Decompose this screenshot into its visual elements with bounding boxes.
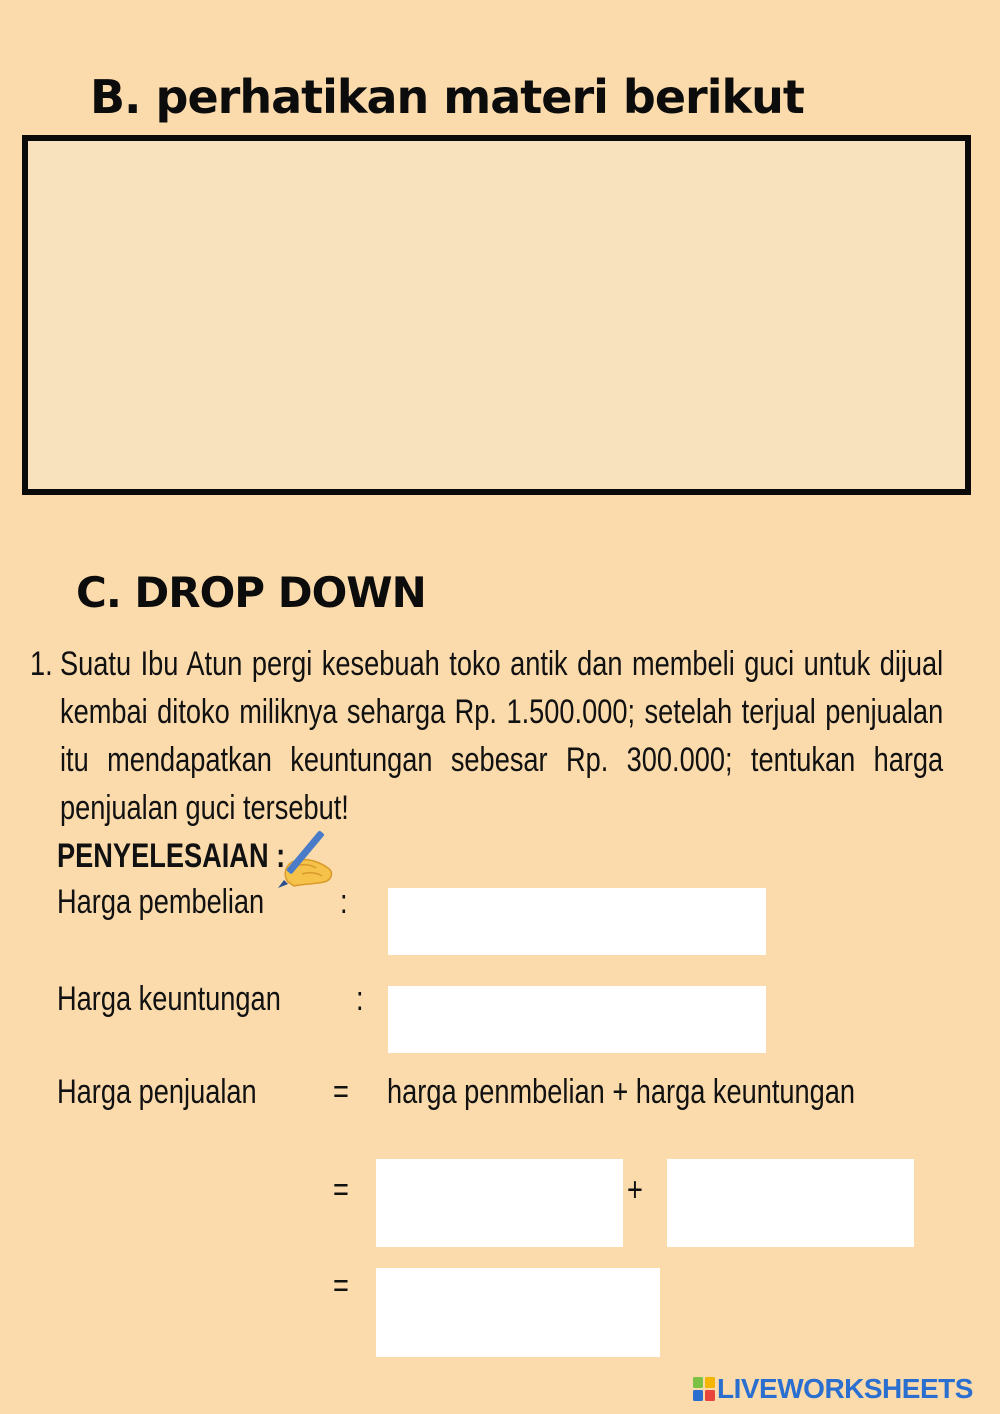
colon: : — [340, 883, 348, 921]
colon: : — [356, 980, 364, 1018]
section-c-title: C. DROP DOWN — [76, 568, 426, 617]
selling-price-result-input[interactable] — [376, 1268, 660, 1357]
formula-text: harga penmbelian + harga keuntungan — [387, 1073, 856, 1111]
label-harga-pembelian: Harga pembelian — [57, 883, 265, 921]
brand-name: LIVEWORKSHEETS — [717, 1373, 973, 1404]
label-harga-keuntungan: Harga keuntungan — [57, 980, 281, 1018]
material-content-box — [22, 135, 971, 495]
label-harga-penjualan: Harga penjualan — [57, 1073, 257, 1111]
harga-pembelian-input[interactable] — [388, 888, 766, 955]
profit-input[interactable] — [667, 1159, 914, 1247]
harga-keuntungan-input[interactable] — [388, 986, 766, 1053]
liveworksheets-logo-icon — [693, 1377, 715, 1401]
question-text: Suatu Ibu Atun pergi kesebuah toko antik dan membeli guci untuk dijual kembai ditoko miliknya seharga Rp. 1.500.000; setelah terjual penjualan itu mendapatkan keuntungan sebesar Rp. 300.000; tentukan harga penjualan guci tersebut! — [60, 645, 944, 827]
liveworksheets-brand — [693, 1372, 973, 1406]
equals-sign: = — [333, 1171, 349, 1209]
equals-sign: = — [333, 1267, 349, 1305]
equals-sign: = — [333, 1073, 349, 1111]
solution-label: PENYELESAIAN : — [57, 837, 286, 875]
plus-sign: + — [627, 1171, 643, 1209]
question-number: 1. — [30, 645, 53, 683]
writing-hand-icon — [272, 822, 338, 892]
purchase-price-input[interactable] — [376, 1159, 623, 1247]
section-b-title: B. perhatikan materi berikut — [90, 70, 804, 124]
